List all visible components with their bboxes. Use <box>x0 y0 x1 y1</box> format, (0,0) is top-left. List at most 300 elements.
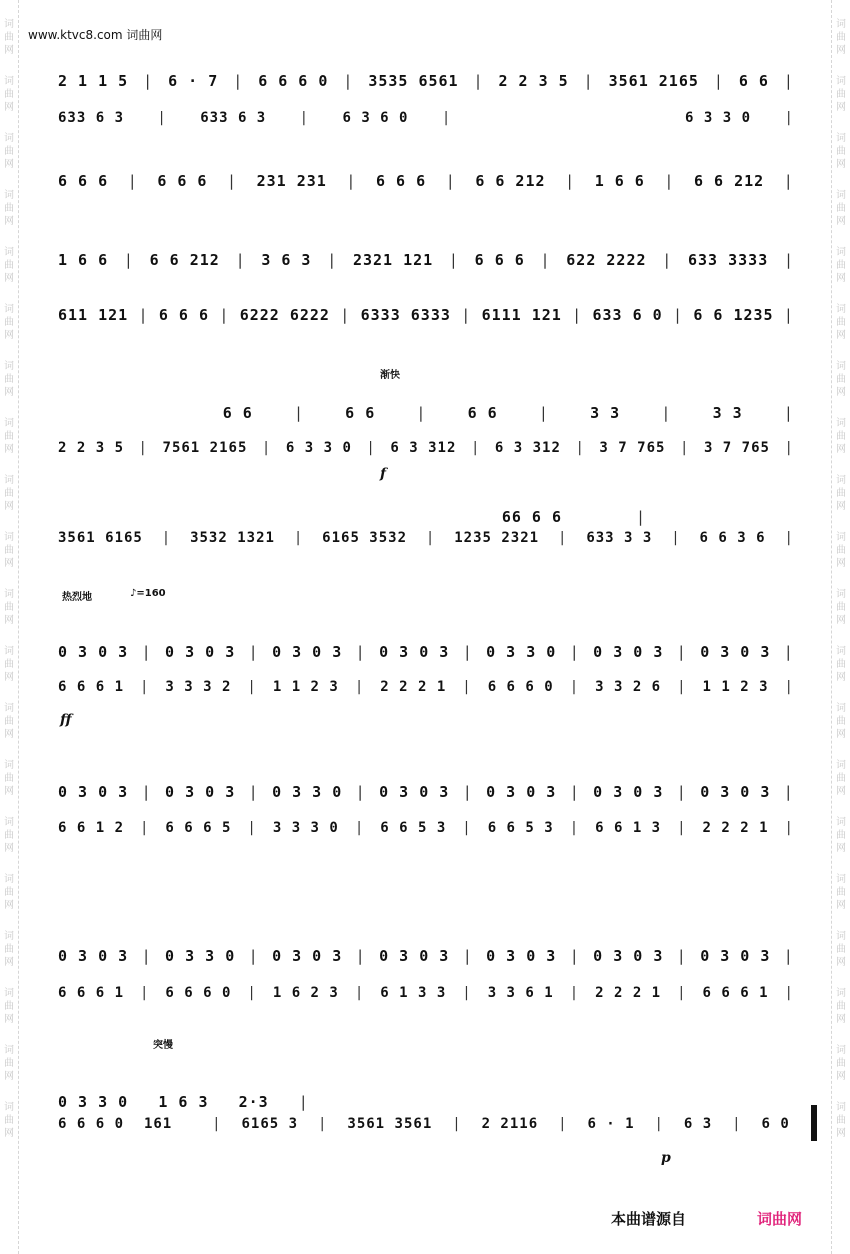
watermark-char: 网 <box>836 1128 846 1139</box>
barline: | <box>583 72 594 90</box>
watermark-char: 曲 <box>836 32 846 43</box>
barline: | <box>140 820 150 836</box>
barline: | <box>355 947 366 965</box>
left-margin-guide <box>18 0 19 1254</box>
note-group: 6 6 6 1 <box>702 985 769 1001</box>
watermark-group <box>4 132 14 171</box>
barline: | <box>248 643 259 661</box>
score-row-7-upper <box>58 643 794 661</box>
note-group: 3 3 6 1 <box>487 985 554 1001</box>
watermark-char: 曲 <box>836 602 846 613</box>
note-group: 1 1 2 3 <box>272 679 339 695</box>
watermark-char: 词 <box>836 1045 846 1056</box>
watermark-char: 曲 <box>4 431 14 442</box>
watermark-char: 曲 <box>4 32 14 43</box>
watermark-char: 词 <box>4 988 14 999</box>
watermark-char: 网 <box>4 843 14 854</box>
barline: | <box>127 172 138 190</box>
barline: | <box>783 72 794 90</box>
note-group: 6 3 3 0 <box>285 440 352 456</box>
watermark-char: 网 <box>4 900 14 911</box>
watermark-group <box>4 816 14 855</box>
note-group: 0 3 0 3 <box>379 643 450 661</box>
note-group: 0 3 0 3 <box>58 643 129 661</box>
note-group: 6 6 6 0 <box>487 679 554 695</box>
note-group: 161 <box>143 1116 173 1132</box>
watermark-char: 网 <box>4 558 14 569</box>
note-group: 3 7 765 <box>703 440 770 456</box>
note-group: 6 6 6 0 <box>258 72 329 90</box>
note-group: 0 3 0 3 <box>165 643 236 661</box>
watermark-group <box>4 1101 14 1140</box>
barline: | <box>445 172 456 190</box>
tempo-text: 热烈地 <box>62 592 92 603</box>
barline: | <box>462 947 473 965</box>
barline: | <box>732 1116 742 1132</box>
left-watermark-strip <box>2 0 16 1254</box>
watermark-char: 曲 <box>4 659 14 670</box>
watermark-char: 词 <box>836 988 846 999</box>
watermark-char: 网 <box>836 444 846 455</box>
note-group: 3 7 765 <box>599 440 666 456</box>
barline: | <box>673 306 684 324</box>
barline: | <box>140 985 150 1001</box>
barline: | <box>784 440 794 456</box>
barline: | <box>676 947 687 965</box>
barline: | <box>346 172 357 190</box>
score-row-6-lower <box>58 530 794 546</box>
watermark-group <box>4 246 14 285</box>
note-group: 3 6 3 <box>261 251 312 269</box>
note-group: 1235 2321 <box>454 530 540 546</box>
barline: | <box>784 820 794 836</box>
note-group: 0 3 0 3 <box>486 783 557 801</box>
barline: | <box>538 404 549 422</box>
watermark-char: 词 <box>4 475 14 486</box>
note-group: 6 6 6 0 <box>165 985 232 1001</box>
watermark-char: 曲 <box>836 89 846 100</box>
right-margin-guide <box>831 0 832 1254</box>
note-group: 0 3 0 3 <box>700 783 771 801</box>
barline: | <box>635 508 646 526</box>
note-group: 0 3 0 3 <box>700 643 771 661</box>
note-group: 6222 6222 <box>239 306 330 324</box>
score-row-6-upper <box>58 508 794 526</box>
note-group: 2321 121 <box>352 251 434 269</box>
watermark-group <box>4 588 14 627</box>
score-row-4 <box>58 306 794 324</box>
barline: | <box>565 172 576 190</box>
watermark-char: 曲 <box>4 944 14 955</box>
watermark-char: 词 <box>4 703 14 714</box>
watermark-group <box>4 531 14 570</box>
watermark-char: 曲 <box>4 203 14 214</box>
watermark-group <box>836 18 846 57</box>
barline: | <box>416 404 427 422</box>
note-group: 633 6 0 <box>592 306 663 324</box>
barline: | <box>340 306 351 324</box>
note-group: 3 3 <box>590 404 621 422</box>
watermark-char: 网 <box>4 786 14 797</box>
watermark-char: 词 <box>836 532 846 543</box>
barline: | <box>233 72 244 90</box>
watermark-char: 曲 <box>836 203 846 214</box>
watermark-char: 词 <box>836 19 846 30</box>
note-group: 6 · 1 <box>587 1116 635 1132</box>
watermark-char: 曲 <box>836 260 846 271</box>
barline: | <box>569 643 580 661</box>
barline: | <box>247 820 257 836</box>
note-group: 6 3 312 <box>494 440 561 456</box>
note-group: 0 3 0 3 <box>272 643 343 661</box>
barline: | <box>784 530 794 546</box>
watermark-char: 网 <box>836 501 846 512</box>
watermark-char: 曲 <box>4 1115 14 1126</box>
note-group: 0 3 0 3 <box>593 643 664 661</box>
barline: | <box>141 947 152 965</box>
barline: | <box>679 440 690 456</box>
watermark-char: 网 <box>4 957 14 968</box>
watermark-char: 网 <box>836 957 846 968</box>
note-group: 66 6 6 <box>501 508 562 526</box>
note-group: 1 1 2 3 <box>702 679 769 695</box>
barline: | <box>569 679 580 695</box>
note-group: 1 6 3 <box>158 1093 209 1111</box>
watermark-char: 网 <box>836 615 846 626</box>
watermark-char: 词 <box>836 931 846 942</box>
slow-marking: 突慢 <box>153 1040 173 1051</box>
barline: | <box>219 306 230 324</box>
barline: | <box>452 1116 462 1132</box>
score-row-3 <box>58 251 794 269</box>
barline: | <box>227 172 238 190</box>
watermark-char: 曲 <box>836 317 846 328</box>
watermark-group <box>4 759 14 798</box>
note-group: 6 6 6 1 <box>58 985 125 1001</box>
watermark-char: 网 <box>836 843 846 854</box>
note-group: 6 0 <box>761 1116 790 1132</box>
barline: | <box>461 306 472 324</box>
note-group: 2 2 3 5 <box>498 72 569 90</box>
watermark-char: 词 <box>836 475 846 486</box>
watermark-char: 网 <box>4 615 14 626</box>
barline: | <box>713 72 724 90</box>
note-group: 6165 3532 <box>322 530 408 546</box>
note-group: 6165 3 <box>241 1116 299 1132</box>
note-group: 633 6 3 <box>58 110 125 126</box>
note-group: 1 6 6 <box>594 172 645 190</box>
score-row-7-lower <box>58 679 794 695</box>
barline: | <box>557 530 568 546</box>
watermark-group <box>836 75 846 114</box>
note-group: 3561 3561 <box>347 1116 433 1132</box>
barline: | <box>248 783 259 801</box>
watermark-group <box>4 189 14 228</box>
note-group: 6 6 5 3 <box>487 820 554 836</box>
watermark-char: 词 <box>4 247 14 258</box>
barline: | <box>355 783 366 801</box>
barline: | <box>354 985 365 1001</box>
barline: | <box>366 440 376 456</box>
barline: | <box>261 440 272 456</box>
watermark-char: 网 <box>836 672 846 683</box>
watermark-group <box>836 531 846 570</box>
watermark-char: 曲 <box>836 944 846 955</box>
watermark-char: 曲 <box>4 146 14 157</box>
watermark-char: 词 <box>836 190 846 201</box>
watermark-char: 词 <box>836 817 846 828</box>
score-row-2 <box>58 172 794 190</box>
watermark-char: 词 <box>836 361 846 372</box>
watermark-char: 词 <box>4 532 14 543</box>
watermark-char: 网 <box>4 45 14 56</box>
watermark-char: 网 <box>4 1014 14 1025</box>
watermark-char: 曲 <box>836 659 846 670</box>
note-group: 6 3 <box>683 1116 713 1132</box>
note-group: 3 3 2 6 <box>595 679 662 695</box>
note-group: 6111 121 <box>481 306 562 324</box>
score-row-8-upper <box>58 783 794 801</box>
watermark-char: 曲 <box>4 545 14 556</box>
watermark-char: 曲 <box>4 1058 14 1069</box>
note-group: 0 3 0 3 <box>58 783 129 801</box>
note-group: 0 3 0 3 <box>593 783 664 801</box>
watermark-group <box>836 189 846 228</box>
watermark-char: 词 <box>4 1045 14 1056</box>
watermark-char: 网 <box>836 387 846 398</box>
footer-site-link[interactable]: 词曲网 <box>757 1210 803 1228</box>
watermark-char: 词 <box>4 76 14 87</box>
watermark-char: 曲 <box>836 374 846 385</box>
note-group: 0 3 0 3 <box>165 783 236 801</box>
barline: | <box>298 1093 309 1111</box>
note-group: 2 2116 <box>481 1116 539 1132</box>
watermark-char: 词 <box>836 247 846 258</box>
watermark-char: 网 <box>836 330 846 341</box>
watermark-group <box>4 873 14 912</box>
watermark-group <box>4 417 14 456</box>
watermark-char: 曲 <box>4 374 14 385</box>
barline: | <box>783 643 794 661</box>
watermark-group <box>836 474 846 513</box>
barline: | <box>569 985 580 1001</box>
barline: | <box>293 530 304 546</box>
note-group: 3 3 3 0 <box>272 820 339 836</box>
score-row-5-upper <box>58 404 794 422</box>
barline: | <box>140 679 150 695</box>
score-row-10-upper <box>58 1093 610 1111</box>
note-group: 0 3 0 3 <box>486 947 557 965</box>
note-group: 6 6 5 3 <box>380 820 447 836</box>
right-watermark-strip <box>834 0 848 1254</box>
note-group: 0 3 0 3 <box>379 947 450 965</box>
note-group: 6 6 6 <box>58 172 109 190</box>
watermark-char: 网 <box>836 102 846 113</box>
watermark-char: 网 <box>836 159 846 170</box>
watermark-group <box>836 360 846 399</box>
note-group: 6 6 1 2 <box>58 820 125 836</box>
watermark-char: 曲 <box>4 830 14 841</box>
barline: | <box>141 783 152 801</box>
watermark-char: 词 <box>836 304 846 315</box>
watermark-group <box>4 474 14 513</box>
watermark-char: 词 <box>836 133 846 144</box>
watermark-group <box>4 18 14 57</box>
note-group: 0 3 3 0 <box>58 1093 129 1111</box>
barline: | <box>569 820 580 836</box>
watermark-char: 词 <box>4 817 14 828</box>
note-group: 1 6 6 <box>58 251 109 269</box>
watermark-group <box>836 1101 846 1140</box>
watermark-char: 网 <box>4 444 14 455</box>
note-group: 6 6 <box>222 404 253 422</box>
barline: | <box>138 440 148 456</box>
tempo-value: ♪=160 <box>130 588 166 599</box>
watermark-char: 词 <box>4 760 14 771</box>
barline: | <box>572 306 583 324</box>
watermark-char: 网 <box>836 45 846 56</box>
watermark-group <box>4 360 14 399</box>
watermark-char: 网 <box>4 1128 14 1139</box>
note-group: 633 3 3 <box>586 530 653 546</box>
note-group: 3 3 3 2 <box>165 679 232 695</box>
barline: | <box>676 783 687 801</box>
watermark-char: 词 <box>4 19 14 30</box>
watermark-char: 词 <box>836 646 846 657</box>
barline: | <box>235 251 246 269</box>
note-group: 0 3 0 3 <box>593 947 664 965</box>
barline: | <box>470 440 481 456</box>
note-group: 6 6 6 1 <box>58 679 125 695</box>
watermark-char: 曲 <box>4 317 14 328</box>
watermark-char: 网 <box>836 216 846 227</box>
score-row-1-lower <box>58 110 794 126</box>
accel-marking: 渐快 <box>380 370 400 381</box>
barline: | <box>676 643 687 661</box>
watermark-char: 曲 <box>836 887 846 898</box>
note-group: 2 2 2 1 <box>595 985 662 1001</box>
note-group: 6 6 <box>467 404 498 422</box>
watermark-char: 网 <box>836 900 846 911</box>
note-group: 2 2 2 1 <box>702 820 769 836</box>
watermark-char: 词 <box>4 931 14 942</box>
note-group: 6 6 1235 <box>693 306 774 324</box>
watermark-char: 词 <box>836 760 846 771</box>
barline: | <box>212 1116 222 1132</box>
watermark-group <box>836 816 846 855</box>
watermark-group <box>836 702 846 741</box>
note-group: 2 1 1 5 <box>58 72 129 90</box>
note-group: 6 3 6 0 <box>342 110 409 126</box>
watermark-char: 词 <box>4 304 14 315</box>
watermark-char: 曲 <box>836 545 846 556</box>
note-group: 6 6 <box>738 72 769 90</box>
watermark-char: 曲 <box>4 716 14 727</box>
watermark-char: 曲 <box>4 602 14 613</box>
note-group: 6 3 312 <box>390 440 457 456</box>
barline: | <box>462 985 472 1001</box>
score-row-5-lower <box>58 440 794 456</box>
watermark-char: 曲 <box>836 431 846 442</box>
final-barline <box>811 1105 817 1141</box>
note-group: 3535 6561 <box>368 72 459 90</box>
watermark-char: 词 <box>4 589 14 600</box>
note-group: 6 6 6 <box>157 172 208 190</box>
watermark-char: 网 <box>4 216 14 227</box>
watermark-char: 曲 <box>836 488 846 499</box>
watermark-group <box>836 987 846 1026</box>
barline: | <box>784 679 794 695</box>
barline: | <box>569 783 580 801</box>
barline: | <box>247 679 257 695</box>
barline: | <box>783 172 794 190</box>
watermark-group <box>836 588 846 627</box>
barline: | <box>540 251 551 269</box>
barline: | <box>248 947 259 965</box>
barline: | <box>157 110 167 126</box>
note-group: 3 3 <box>712 404 743 422</box>
note-group: 7561 2165 <box>162 440 248 456</box>
watermark-group <box>836 759 846 798</box>
barline: | <box>462 679 472 695</box>
barline: | <box>654 1116 664 1132</box>
watermark-group <box>4 930 14 969</box>
barline: | <box>441 110 452 126</box>
watermark-char: 网 <box>836 1071 846 1082</box>
watermark-char: 网 <box>4 729 14 740</box>
note-group: 0 3 3 0 <box>272 783 343 801</box>
barline: | <box>138 306 149 324</box>
note-group: 633 3333 <box>688 251 769 269</box>
score-row-9-upper <box>58 947 794 965</box>
note-group: 0 3 0 3 <box>58 947 129 965</box>
barline: | <box>677 679 687 695</box>
watermark-char: 词 <box>836 874 846 885</box>
watermark-char: 网 <box>836 1014 846 1025</box>
watermark-group <box>4 1044 14 1083</box>
note-group: 6 6 3 6 <box>699 530 766 546</box>
watermark-char: 词 <box>836 76 846 87</box>
watermark-group <box>836 873 846 912</box>
barline: | <box>354 820 365 836</box>
score-row-10-lower <box>58 1116 790 1132</box>
watermark-char: 网 <box>836 558 846 569</box>
note-group: 1 6 2 3 <box>272 985 339 1001</box>
watermark-char: 曲 <box>4 773 14 784</box>
note-group: 0 3 3 0 <box>486 643 557 661</box>
barline: | <box>141 643 152 661</box>
barline: | <box>664 172 675 190</box>
barline: | <box>462 643 473 661</box>
score-row-1-upper <box>58 72 794 90</box>
barline: | <box>569 947 580 965</box>
note-group: 6 6 6 5 <box>165 820 232 836</box>
note-group: 6333 6333 <box>360 306 451 324</box>
watermark-char: 网 <box>4 102 14 113</box>
watermark-char: 词 <box>836 703 846 714</box>
watermark-group <box>836 246 846 285</box>
barline: | <box>299 110 310 126</box>
barline: | <box>343 72 354 90</box>
watermark-group <box>836 132 846 171</box>
watermark-char: 词 <box>4 133 14 144</box>
watermark-char: 词 <box>836 589 846 600</box>
barline: | <box>247 985 257 1001</box>
note-group: 6 3 3 0 <box>685 110 752 126</box>
site-url-header: www.ktvc8.com 词曲网 <box>28 28 163 42</box>
watermark-char: 曲 <box>4 488 14 499</box>
note-group: 6 6 212 <box>149 251 220 269</box>
